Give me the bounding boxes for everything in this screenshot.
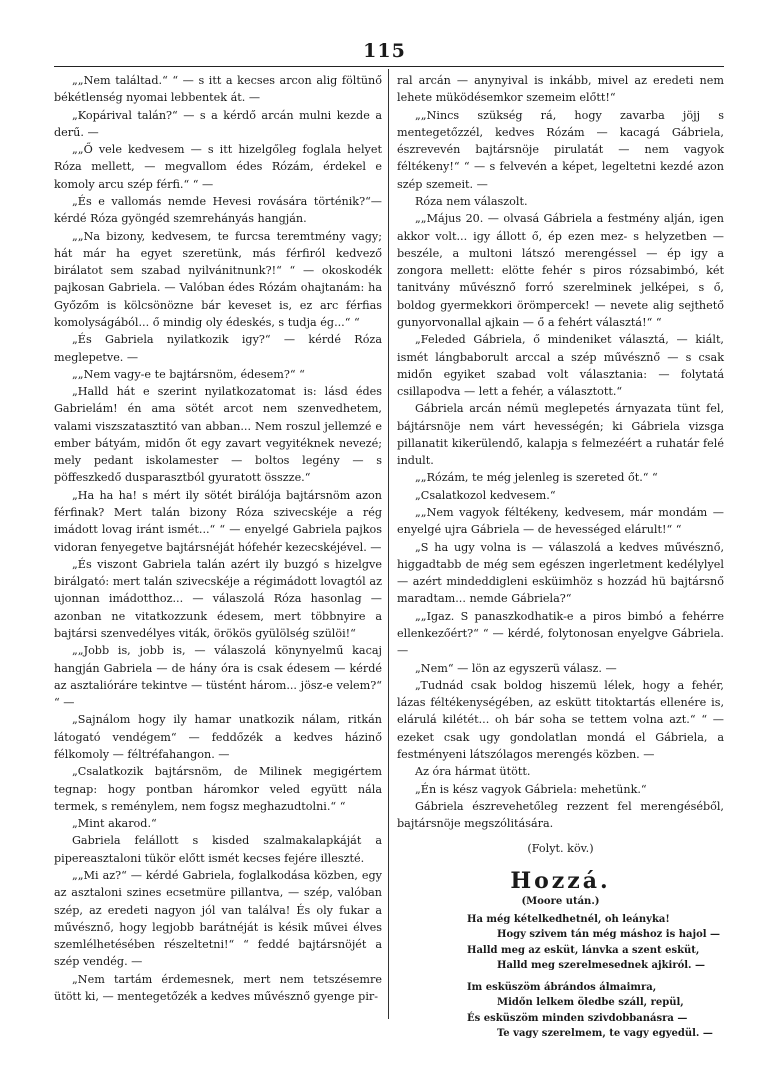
paragraph: „Feleded Gábriela, ő mindeniket választá, — kiált, ismét lángbaborult arccal a szép művésznő — s csak midőn egyiket szabad volt választania: — folytatá csillapodva — lett a fehér, a választott.“ — [397, 333, 724, 399]
paragraph: „„Igaz. S panaszkodhatik-e a piros bimbó a fehérre ellenkezőért?“ “ — kérdé, folytonosan enyelgve Gábriela. — — [397, 609, 724, 658]
paragraph: „„Na bizony, kedvesem, te furcsa teremtmény vagy; hát már ha egyet szeretünk, más férfiról kedvező birálatot sem szabad nyilvánitnunk?!“ “ — okoskodék pajkosan Gabriela. — Valóban édes Rózám ohajtanám: ha Győzőm is kölcsönözne bár keveset is, ez arc férfias komolyságából... ő mindig oly édeskés, s tudja ég...“ “ — [54, 229, 382, 329]
poem-line: Halld meg szerelmesednek ajkiról. — — [497, 960, 706, 972]
paragraph: „„Ő vele kedvesem — s itt hizelgőleg foglala helyet Róza mellett, — megvallom édes Rózám, érdekel e komoly arcu szép férfi.“ “ — — [54, 143, 382, 191]
paragraph: „És viszont Gabriela talán azért ily buzgó s hizelgve birálgató: mert talán szivecskéje a régimádott lovagtól az ujonnan imádotthoz... — válaszolá Róza hasonlag — azonban ne vitatkozzunk édesem, mert többnyire a bajtársi szenvedélyes viták, örökös gyülölség szülöi!“ — [54, 557, 382, 640]
paragraph: Róza nem válaszolt. — [415, 194, 528, 208]
paragraph: „Nem tartám érdemesnek, mert nem tetszésemre ütött ki, — mentegetőzék a kedves művésznő gyenge pir- — [54, 972, 382, 1003]
continuation-note: (Folyt. köv.) — [527, 842, 594, 856]
paragraph: „„Nincs szükség rá, hogy zavarba jöjj s mentegetőzzél, kedves Rózám — kacagá Gábriela, észrevevén bajtársnöje pirulatát — nem vagyok féltékeny!“ “ — s felvevén a képet, legeltetni kezdé azon szép szemeit. — — [397, 108, 724, 191]
paragraph: Az óra hármat ütött. — [415, 765, 531, 779]
left-column — [54, 72, 382, 1005]
poem-subtitle: (Moore után.) — [521, 895, 600, 907]
paragraph: „Csalatkozol kedvesem.“ — [415, 488, 556, 502]
paragraph: Gábriela arcán némü meglepetés árnyazata tünt fel, bájtársnöje nem várt hevességén; ki Gábriela vizsga pillanatit kikerülendő, kalapja s felmezéért a ruhatár felé indult. — [397, 402, 724, 468]
poem-line: Ha még kételkedhetnél, oh leányka! — [467, 913, 670, 925]
paragraph: „S ha ugy volna is — válaszolá a kedves művésznő, higgadtabb de még sem egészen ingerletment kedélylyel — azért mindeddigleni esküimhöz s hozzád hü bajtársnő maradtam... nemde Gábriela?“ — [397, 540, 724, 606]
paragraph: „Sajnálom hogy ily hamar unatkozik nálam, ritkán látogató vendégem“ — feddőzék a kedves házinő félkomoly — féltréfahangon. — — [54, 713, 382, 761]
page-number: 115 — [363, 40, 406, 62]
poem-body — [397, 912, 724, 1042]
paragraph: „Kopárival talán?“ — s a kérdő arcán mulni kezde a derű. — — [54, 108, 382, 139]
poem-line: Halld meg az esküt, lánvka a szent esküt, — [467, 944, 700, 956]
right-column — [397, 72, 724, 1042]
header-rule — [54, 66, 724, 67]
paragraph: Gábriela észrevehetőleg rezzent fel merengéséből, bajtársnöje megszólitására. — [397, 799, 724, 831]
poem-line: És esküszöm minden szivdobbanásra — — [467, 1012, 688, 1024]
paragraph: „„Jobb is, jobb is, — válaszolá könynyelmű kacaj hangján Gabriela — de hány óra is csak édesem — kérdé az asztalióráre tekintve — tüstént három... jösz-e velem?“ “ — — [54, 644, 382, 710]
paragraph: „Ha ha ha! s mért ily sötét birálója bajtársnöm azon férfinak? Mert talán bizony Róza szivecskéje a rég imádott lovag iránt ismét...“ “ — enyelgé Gabriela pajkos vidoran fenyegetve bajtársnéját hófehér kezecskéjével. — — [54, 488, 382, 554]
paragraph: „Mint akarod.“ — [72, 817, 157, 831]
paragraph: „Halld hát e szerint nyilatkozatomat is: lásd édes Gabrielám! én ama sötét arcot nem szenvedhetem, valami viszszatasztitó van abban... Nem roszul jellemzé e ember bátyám, midőn őt egy zavart vegyitéknek nevezé; mely pedant iskolamester — boltos legény — s pöffeszkedő dusparasztból gyuratott összze.“ — [54, 385, 382, 485]
paragraph: ral arcán — anynyival is inkább, mivel az eredeti nem lehete müködésemkor szemeim előtt!“ — [397, 74, 724, 105]
paragraph: „Tudnád csak boldog hiszemü lélek, hogy a fehér, lázas féltékenységében, az eskütt titoktartás ellenére is, elárulá kilétét... oh bár soha se tettem volna azt.“ “ — ezeket csak ugy gondolatlan mondá el Gábriela, a festményeni látszólagos merengés közben. — — [397, 678, 724, 761]
paragraph: „„Rózám, te még jelenleg is szereted őt.“ “ — [415, 471, 658, 485]
column-divider — [388, 69, 389, 1019]
paragraph: „Én is kész vagyok Gábriela: mehetünk.“ — [415, 782, 647, 796]
poem-line: Te vagy szerelmem, te vagy egyedül. — — [497, 1028, 713, 1040]
paragraph: „„Május 20. — olvasá Gábriela a festmény alján, igen akkor volt... igy állott ő, ép ezen mez- s helyzetben — beszéle, a multoni látszó merengéssel — ép igy a zongora mellett: elötte fehér s piros rózsabimbó, két tanitvány művésznő forró szerelminek jelképei, s ő, boldog gyermekkori örömpercek! — nevete alig sejthető gunyorvonallal ajkain — ő a fehért választá!“ “ — [397, 212, 724, 329]
paragraph: „„Mi az?“ — kérdé Gabriela, foglalkodása közben, egy az asztaloni szines ecsetmüre pillantva, — szép, valóban szép, az eredeti nagyon jól van találva! És oly fukar a művésznő, hogy legjobb barátnéját is késik művei élves szemlélhetésében részeltetni!“ “ feddé bajtársnöjét a szép vendég. — — [54, 868, 382, 969]
paragraph: „„Nem vagy-e te bajtársnöm, édesem?“ “ — [72, 367, 305, 381]
poem-line: Im esküszöm ábrándos álmaimra, — [467, 981, 657, 993]
paragraph: „És e vallomás nemde Hevesi rovására történik?“— kérdé Róza gyöngéd szemrehányás hangján. — [54, 194, 382, 226]
paragraph: Gabriela felállott s kisded szalmakalapkáját a pipereasztaloni tükör előtt ismét kecses fejére illeszté. — [54, 834, 382, 865]
paragraph: „„Nem vagyok féltékeny, kedvesem, már mondám — enyelgé ujra Gábriela — de hevességed elárult!“ “ — [397, 506, 724, 537]
poem-title: Hozzá. — [510, 867, 611, 894]
paragraph: „Csalatkozik bajtársnöm, de Milinek megigértem tegnap: hogy pontban háromkor veled együtt nála termek, s reménylem, nem fogsz meghazudtolni.“ “ — [54, 765, 382, 813]
paragraph: „„Nem találtad.“ “ — s itt a kecses arcon alig föltünő békétlenség nyomai lebbentek át. — — [54, 74, 382, 105]
poem-line: Hogy szivem tán még máshoz is hajol — — [497, 929, 721, 941]
paragraph: „És Gabriela nyilatkozik igy?“ — kérdé Róza meglepetve. — — [54, 333, 382, 364]
poem-line: Midőn lelkem öledbe száll, repül, — [497, 997, 684, 1009]
paragraph: „Nem“ — lön az egyszerü válasz. — — [415, 661, 617, 675]
